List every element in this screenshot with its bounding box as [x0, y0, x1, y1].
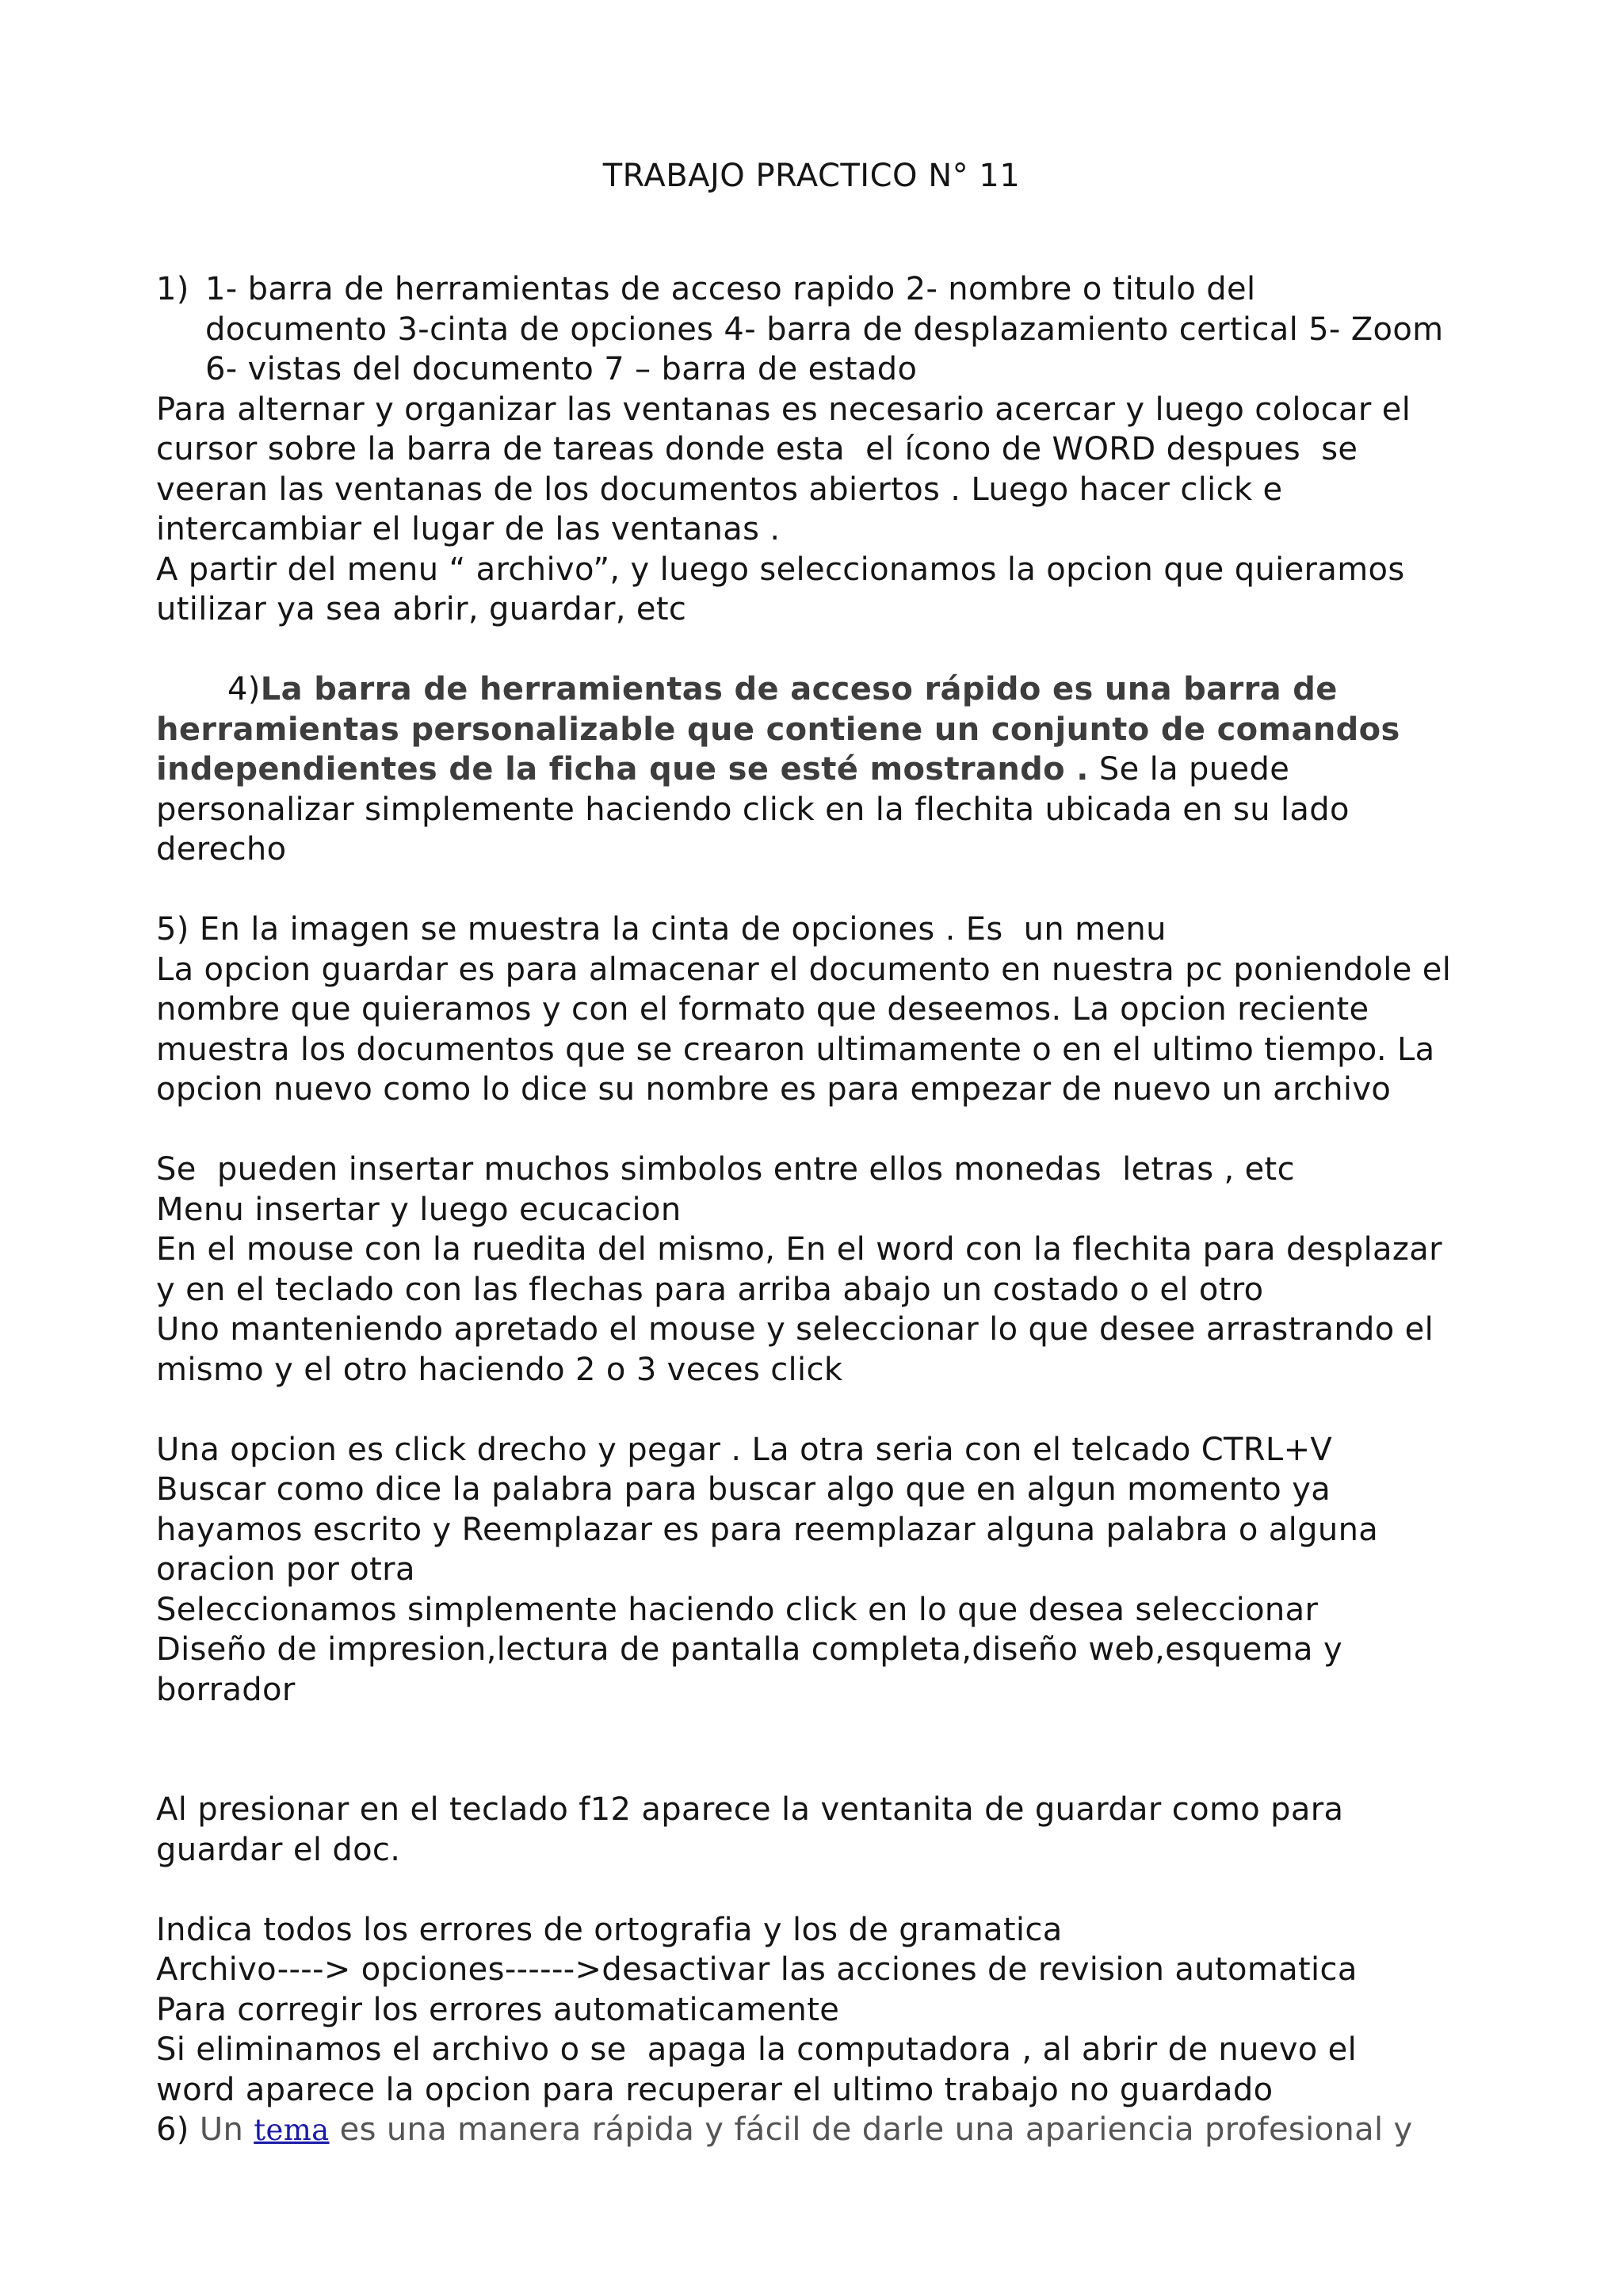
plain-text: Un	[189, 2111, 254, 2148]
paragraph-ventanas	[156, 390, 1487, 630]
text-line: oracion por otra	[156, 1551, 415, 1588]
paragraph-errores	[156, 1910, 1487, 2111]
text-line: muestra los documentos que se crearon ultimamente o en el ultimo tiempo. La	[156, 1031, 1435, 1068]
answer-5	[156, 910, 1487, 1110]
text-line	[156, 2110, 1487, 2151]
text-line: 5) En la imagen se muestra la cinta de opciones . Es un menu	[156, 911, 1167, 948]
text-line: La opcion guardar es para almacenar el documento en nuestra pc poniendole el	[156, 951, 1452, 988]
text-line: y en el teclado con las flechas para arriba abajo un costado o el otro	[156, 1271, 1264, 1308]
text-line: nombre que quieramos y con el formato que deseemos. La opcion reciente	[156, 991, 1369, 1028]
text-line: Para corregir los errores automaticamente	[156, 1991, 840, 2028]
bold-text: La barra de herramientas de acceso rápido es una barra de	[260, 671, 1338, 707]
spacer	[156, 1710, 1487, 1790]
text-line: Seleccionamos simplemente haciendo click en lo que desea seleccionar	[156, 1591, 1319, 1628]
document-body	[156, 269, 1487, 2151]
spacer	[156, 1390, 1487, 1430]
spacer	[156, 1870, 1487, 1910]
text-line: hayamos escrito y Reemplazar es para reemplazar alguna palabra o alguna	[156, 1511, 1379, 1548]
text-line: mismo y el otro haciendo 2 o 3 veces click	[156, 1351, 843, 1388]
text-line	[156, 669, 1487, 710]
text-line: Si eliminamos el archivo o se apaga la computadora , al abrir de nuevo el	[156, 2031, 1358, 2068]
list-number: 4)	[227, 671, 261, 707]
text-line: 6- vistas del documento 7 – barra de estado	[205, 351, 918, 387]
page-title: TRABAJO PRACTICO N° 11	[602, 158, 1021, 194]
text-line	[156, 749, 1487, 790]
text-line: Indica todos los errores de ortografia y los de gramatica	[156, 1911, 1063, 1948]
text-line: A partir del menu “ archivo”, y luego seleccionamos la opcion que quieramos	[156, 551, 1405, 588]
bold-text: herramientas personalizable que contiene un conjunto de comandos	[156, 711, 1400, 748]
text-line: opcion nuevo como lo dice su nombre es para empezar de nuevo un archivo	[156, 1071, 1392, 1108]
text-line: Se pueden insertar muchos simbolos entre ellos monedas letras , etc	[156, 1151, 1295, 1188]
text-line: cursor sobre la barra de tareas donde esta el ícono de WORD despues se	[156, 431, 1358, 467]
text-line: 1- barra de herramientas de acceso rapido 2- nombre o titulo del	[205, 271, 1256, 307]
text-line: documento 3-cinta de opciones 4- barra de desplazamiento certical 5- Zoom	[205, 311, 1444, 348]
paragraph-simbolos	[156, 1150, 1487, 1390]
text-line: Diseño de impresion,lectura de pantalla completa,diseño web,esquema y	[156, 1631, 1342, 1668]
answer-4	[156, 669, 1487, 870]
text-line: word aparece la opcion para recuperar el ultimo trabajo no guardado	[156, 2071, 1274, 2108]
spacer	[156, 1110, 1487, 1150]
text-line: intercambiar el lugar de las ventanas .	[156, 511, 781, 547]
text-line: personalizar simplemente haciendo click en la flechita ubicada en su lado	[156, 791, 1350, 828]
plain-text: Se la puede	[1088, 751, 1290, 788]
answer-1	[156, 269, 1487, 390]
plain-text: es una manera rápida y fácil de darle una apariencia profesional y	[329, 2111, 1413, 2148]
text-line: Uno manteniendo apretado el mouse y seleccionar lo que desee arrastrando el	[156, 1311, 1434, 1348]
text-line: Para alternar y organizar las ventanas es necesario acercar y luego colocar el	[156, 391, 1411, 428]
text-line: Una opcion es click drecho y pegar . La otra seria con el telcado CTRL+V	[156, 1431, 1333, 1468]
list-number: 1)	[156, 271, 189, 307]
paragraph-f12	[156, 1790, 1487, 1870]
text-line: utilizar ya sea abrir, guardar, etc	[156, 591, 687, 627]
list-number: 6)	[156, 2111, 189, 2148]
text-line: guardar el doc.	[156, 1831, 401, 1868]
text-line: derecho	[156, 831, 287, 868]
text-line: Al presionar en el teclado f12 aparece la ventanita de guardar como para	[156, 1791, 1344, 1828]
text-line: Menu insertar y luego ecucacion	[156, 1191, 682, 1228]
text-line: veeran las ventanas de los documentos abiertos . Luego hacer click e	[156, 471, 1283, 508]
text-line: Buscar como dice la palabra para buscar algo que en algun momento ya	[156, 1471, 1331, 1508]
text-line: En el mouse con la ruedita del mismo, En el word con la flechita para desplazar	[156, 1231, 1442, 1268]
text-line: borrador	[156, 1671, 296, 1708]
bold-text: independientes de la ficha que se esté mostrando .	[156, 751, 1089, 788]
paragraph-pegar	[156, 1430, 1487, 1711]
tema-link[interactable]: tema	[254, 2113, 330, 2147]
answer-6	[156, 2110, 1487, 2151]
spacer	[156, 630, 1487, 670]
text-line: Archivo----> opciones------>desactivar las acciones de revision automatica	[156, 1951, 1358, 1988]
spacer	[156, 870, 1487, 910]
